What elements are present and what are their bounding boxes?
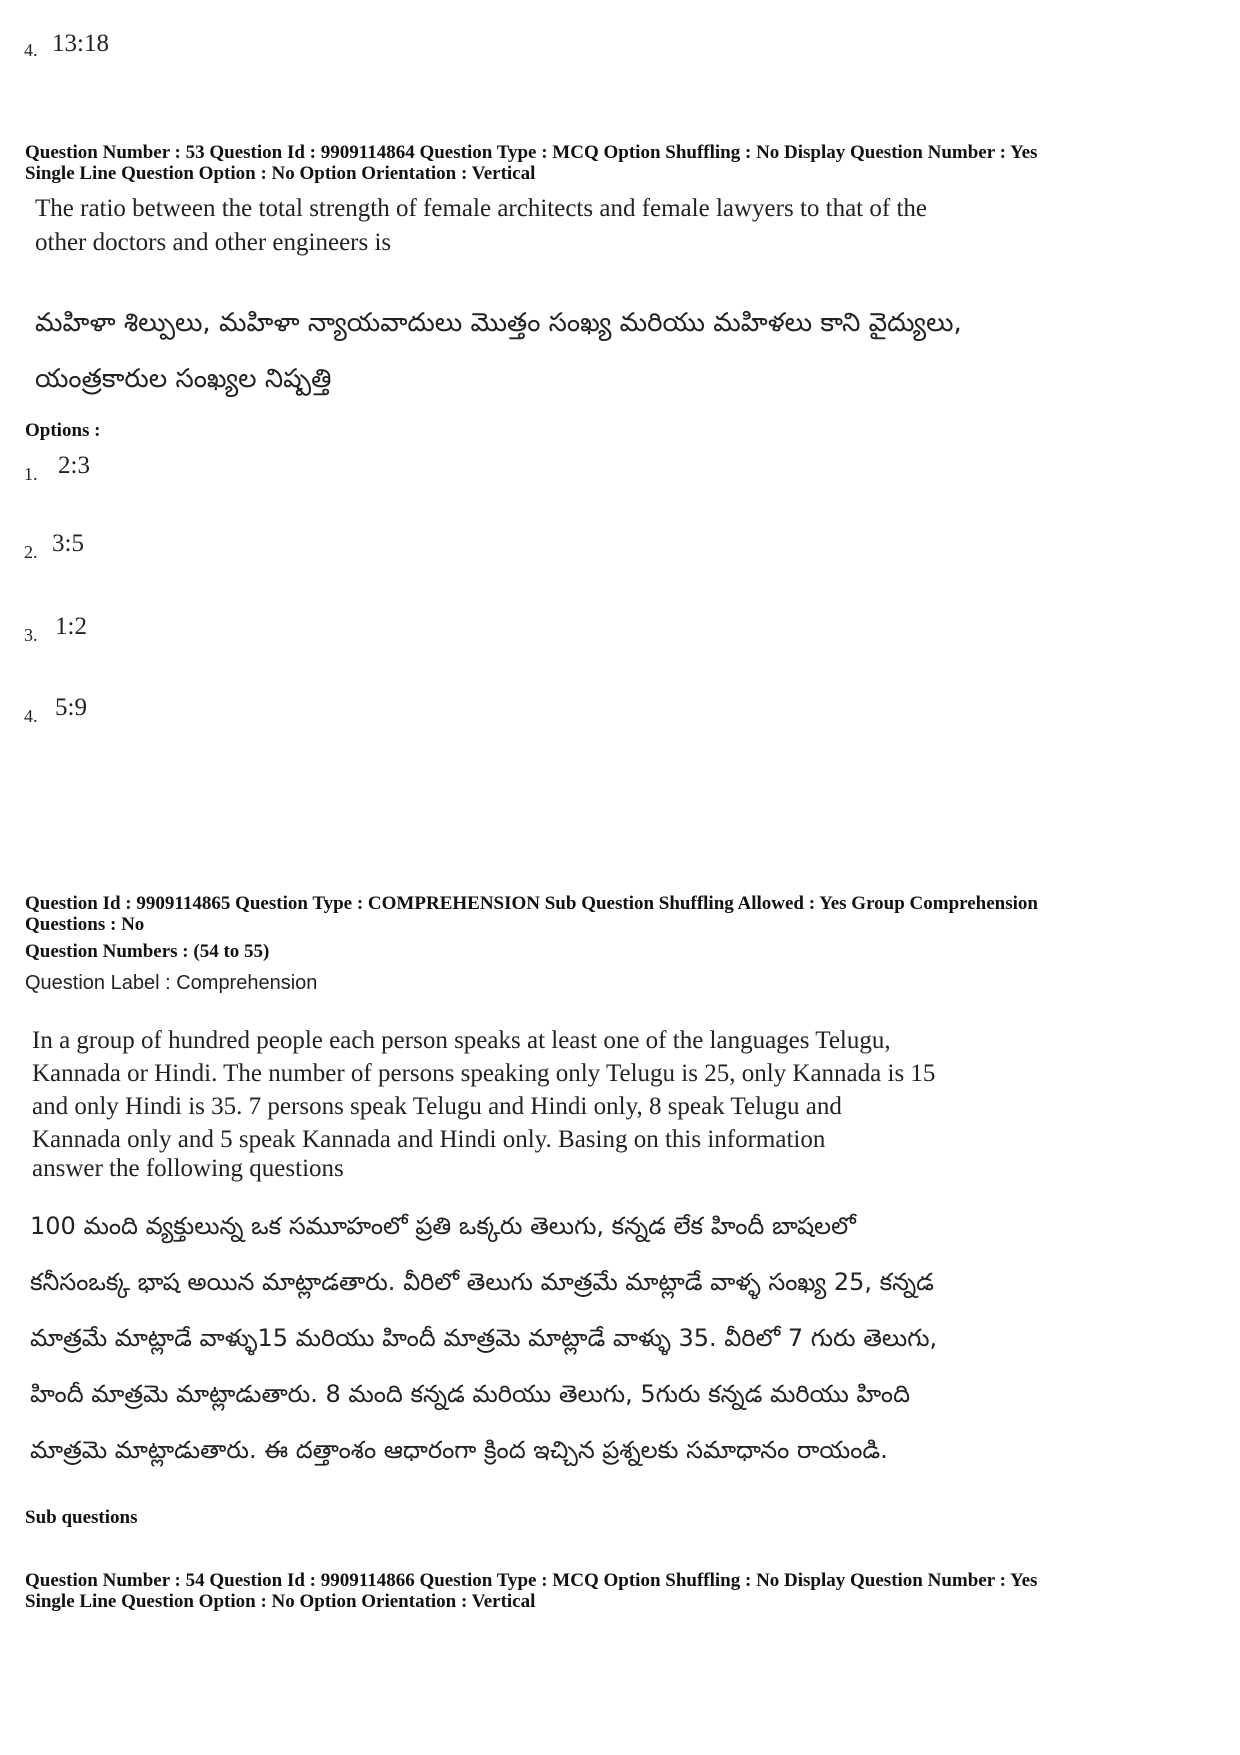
comprehension-passage-telugu	[30, 1198, 1220, 1478]
q53-meta-line2: Single Line Question Option : No Option Orientation : Vertical	[25, 163, 536, 184]
option-number: 1.	[24, 464, 38, 484]
q53-meta	[25, 142, 1215, 184]
passage-english-line: and only Hindi is 35. 7 persons speak Telugu and Hindi only, 8 speak Telugu and	[32, 1093, 842, 1120]
prev-option-value: 13:18	[52, 30, 109, 57]
comprehension-passage-english	[32, 1024, 1212, 1185]
passage-telugu-line: కనీసంఒక్క భాష అయిన మాట్లాడతారు. వీరిలో తెలుగు మాత్రమే మాట్లాడే వాళ్ళ సంఖ్య 25, కన్నడ	[30, 1268, 934, 1296]
passage-english-line: Kannada only and 5 speak Kannada and Hindi only. Basing on this information	[32, 1126, 826, 1153]
q53-meta-line1: Question Number : 53 Question Id : 9909114864 Question Type : MCQ Option Shuffling : No Display Question Number : Yes	[25, 142, 1038, 163]
passage-telugu-line: హిందీ మాత్రమె మాట్లాడుతారు. 8 మంది కన్నడ మరియు తెలుగు, 5గురు కన్నడ మరియు హింది	[30, 1380, 911, 1408]
passage-english-line: Kannada or Hindi. The number of persons speaking only Telugu is 25, only Kannada is 15	[32, 1060, 936, 1087]
q54-meta-line2: Single Line Question Option : No Option Orientation : Vertical	[25, 1591, 536, 1612]
passage-telugu-line: 100 మంది వ్యక్తులున్న ఒక సమూహంలో ప్రతి ఒక్కరు తెలుగు, కన్నడ లేక హిందీ బాషలలో	[30, 1212, 856, 1240]
passage-telugu-line: మాత్రమే మాట్లాడే వాళ్ళు15 మరియు హిందీ మాత్రమె మాట్లాడే వాళ్ళు 35. వీరిలో 7 గురు తెలుగు,	[30, 1324, 938, 1352]
comprehension-meta-line1: Question Id : 9909114865 Question Type : COMPREHENSION Sub Question Shuffling Allowed : Yes Group Comprehension	[25, 893, 1038, 914]
q54-meta-line1: Question Number : 54 Question Id : 9909114866 Question Type : MCQ Option Shuffling : No Display Question Number : Yes	[25, 1570, 1038, 1591]
q53-question-telugu	[35, 295, 1215, 407]
q53-question-english-line2: other doctors and other engineers is	[35, 229, 392, 256]
option-value: 1:2	[55, 613, 87, 640]
option-number: 3.	[24, 625, 38, 645]
sub-questions-label: Sub questions	[25, 1507, 138, 1528]
q54-meta	[25, 1570, 1215, 1612]
option-number: 2.	[24, 542, 38, 562]
comprehension-question-label: Question Label : Comprehension	[25, 972, 318, 994]
q53-question-english-line1: The ratio between the total strength of female architects and female lawyers to that of the	[35, 195, 927, 222]
option-value: 5:9	[55, 694, 87, 721]
option-value: 2:3	[58, 452, 90, 479]
comprehension-meta	[25, 893, 1215, 935]
q53-question-english	[35, 192, 1215, 260]
comprehension-meta-line2: Questions : No	[25, 914, 145, 935]
passage-english-line: In a group of hundred people each person speaks at least one of the languages Telugu,	[32, 1027, 891, 1054]
passage-english-line: answer the following questions	[32, 1155, 344, 1182]
q53-question-telugu-line2: యంత్రకారుల సంఖ్యల నిష్పత్తి	[35, 364, 332, 394]
option-number: 4.	[24, 706, 38, 726]
comprehension-question-numbers: Question Numbers : (54 to 55)	[25, 941, 270, 962]
prev-option-number: 4.	[24, 40, 38, 60]
q53-options-label: Options :	[25, 420, 101, 441]
passage-telugu-line: మాత్రమె మాట్లాడుతారు. ఈ దత్తాంశం ఆధారంగా క్రింద ఇచ్చిన ప్రశ్నలకు సమాధానం రాయండి.	[30, 1436, 888, 1464]
q53-question-telugu-line1: మహిళా శిల్పులు, మహిళా న్యాయవాదులు మొత్తం సంఖ్య మరియు మహిళలు కాని వైద్యులు,	[35, 308, 962, 338]
option-value: 3:5	[52, 530, 84, 557]
